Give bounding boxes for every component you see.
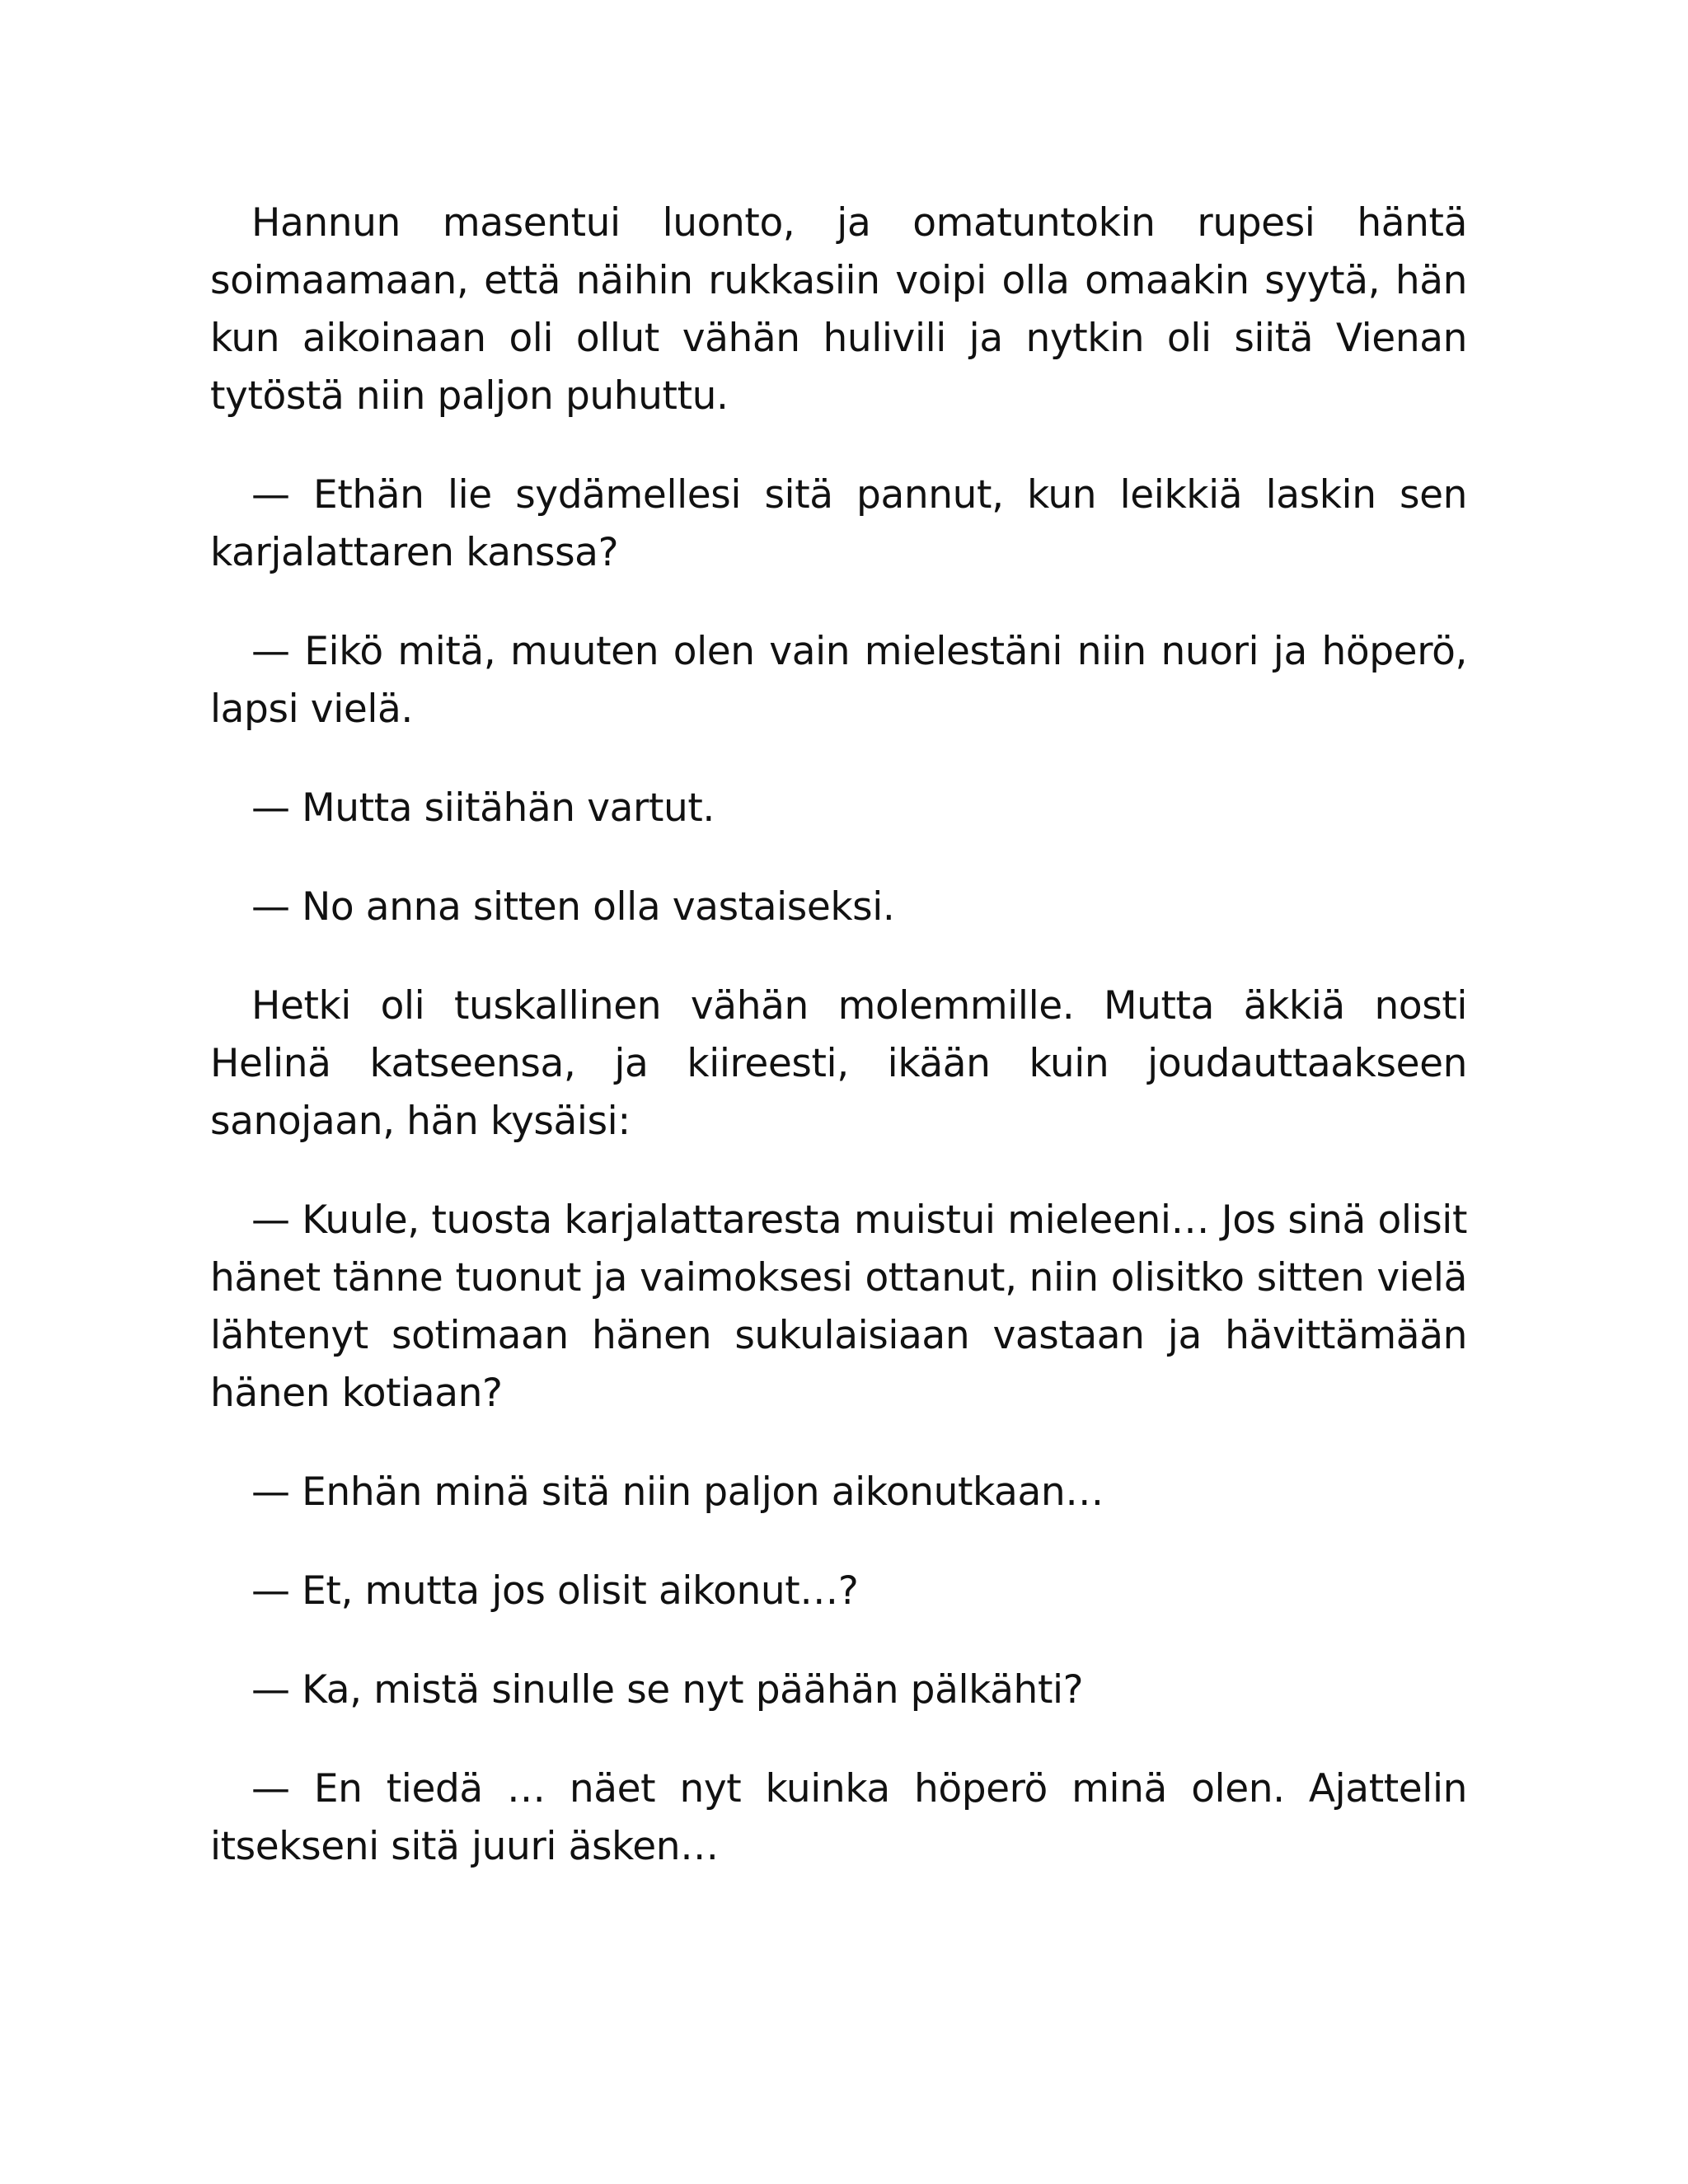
paragraph: — Ethän lie sydämellesi sitä pannut, kun leikkiä laskin sen karjalattaren kanssa? [210, 472, 1467, 575]
paragraph: — En tiedä … näet nyt kuinka höperö minä olen. Ajattelin itsekseni sitä juuri äsken… [210, 1766, 1467, 1869]
paragraph: — Eikö mitä, muuten olen vain mielestäni niin nuori ja höperö, lapsi vielä. [210, 629, 1467, 732]
paragraph: — Et, mutta jos olisit aikonut…? [251, 1568, 859, 1614]
paragraph: Hetki oli tuskallinen vähän molemmille. Mutta äkkiä nosti Helinä katseensa, ja kiireesti, ikään kuin joudauttaakseen sanojaan, hän kysäisi: [210, 983, 1467, 1144]
paragraph: — Enhän minä sitä niin paljon aikonutkaan… [251, 1469, 1104, 1515]
paragraph: Hannun masentui luonto, ja omatuntokin rupesi häntä soimaamaan, että näihin rukkasiin voipi olla omaakin syytä, hän kun aikoinaan oli ollut vähän hulivili ja nytkin oli siitä Vienan tytöstä niin paljon puhuttu. [210, 200, 1467, 419]
paragraph: — No anna sitten olla vastaiseksi. [251, 884, 895, 930]
paragraph: — Mutta siitähän vartut. [251, 785, 715, 831]
paragraph: — Ka, mistä sinulle se nyt päähän pälkähti? [251, 1667, 1084, 1713]
paragraph: — Kuule, tuosta karjalattaresta muistui mieleeni… Jos sinä olisit hänet tänne tuonut ja vaimoksesi ottanut, niin olisitko sitten vielä lähtenyt sotimaan hänen sukulaisiaan vastaan ja hävittämään hänen kotiaan? [210, 1197, 1467, 1416]
document-page [210, 194, 1467, 1917]
